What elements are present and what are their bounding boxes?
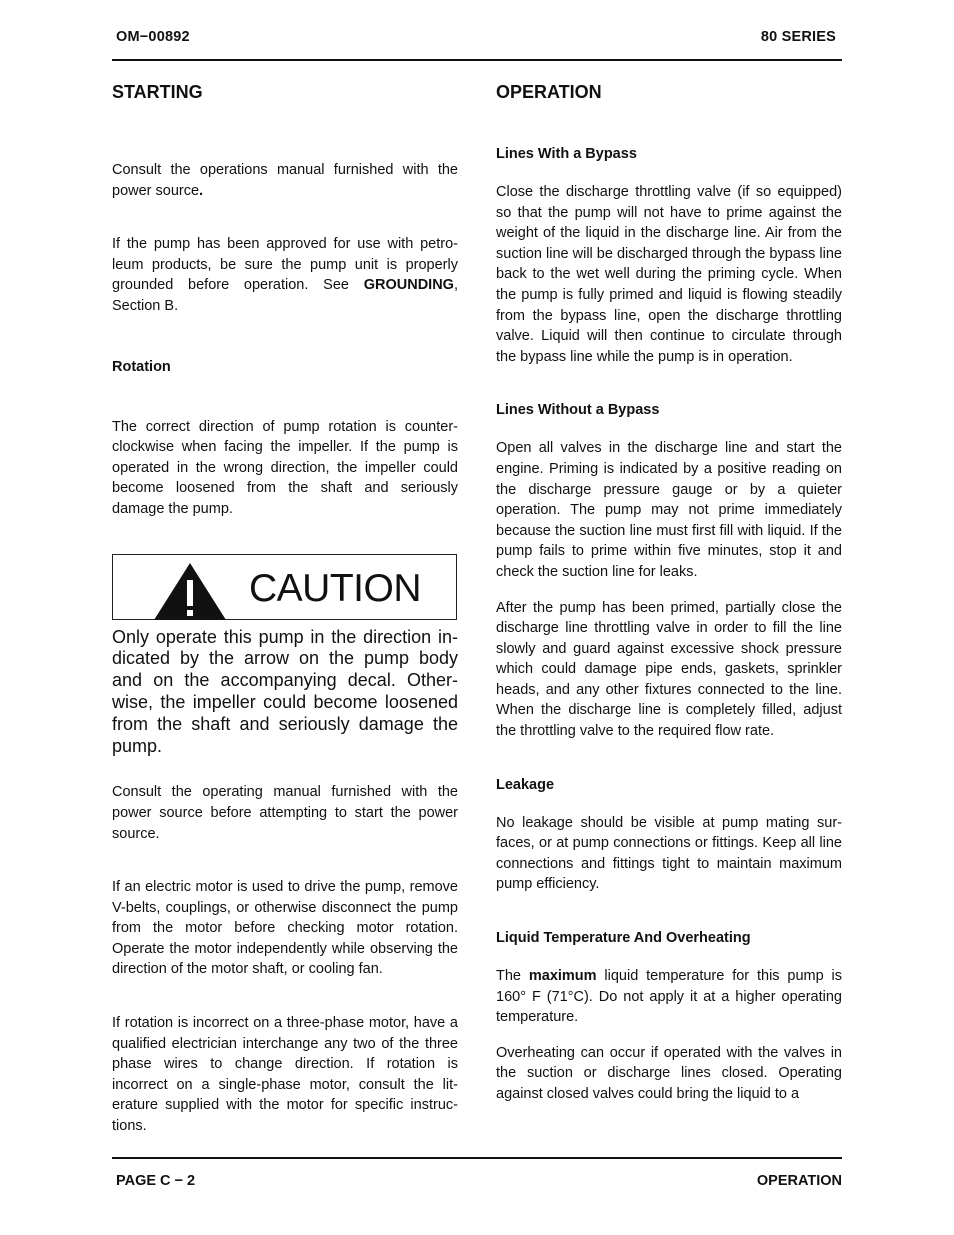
starting-paragraph-4: If an electric motor is used to drive the pump, remove V-belts, couplings, or otherwise disconnect the pump from the motor before checking motor rotation. Operate the motor independently while observing the direction of the motor shaft, or cooling fan. — [112, 879, 458, 978]
bypass-paragraph: Close the discharge throttling valve (if so equipped) so that the pump will not have to prime against the weight of the liquid in the discharge line. Air from the suction line will be discharged through the bypass line back to the wet well during the priming cycle. When the pump is fully primed and liquid is flowing steadily from the bypass line, open the discharge throttling valve. Liquid will then continue to circulate through the bypass line while the pump is in operation. — [496, 184, 842, 365]
warning-triangle-icon — [153, 561, 227, 621]
starting-heading: STARTING — [112, 82, 203, 102]
caution-label: CAUTION — [249, 566, 421, 610]
temperature-heading: Liquid Temperature And Overheating — [496, 930, 751, 947]
footer-rule — [112, 1157, 842, 1159]
page-number: PAGE C − 2 — [116, 1173, 196, 1189]
starting-paragraph-1: Consult the operations manual furnished with the power source. — [112, 162, 458, 199]
series-label: 80 SERIES — [760, 29, 836, 45]
header-rule — [112, 59, 842, 61]
document-code: OM−00892 — [116, 29, 190, 45]
no-bypass-paragraph-1: Open all valves in the discharge line and start the engine. Priming is indicated by a positive reading on the discharge pressure gauge or by a quieter operation. The pump may not prime immediately because the suction line must first fill with liquid. If the pump fails to prime within five minutes, stop it and check the suction line for leaks. — [496, 440, 842, 580]
bypass-heading: Lines With a Bypass — [496, 146, 637, 162]
section-label: OPERATION — [756, 1173, 842, 1189]
temperature-paragraph-2: Overheating can occur if operated with the valves in the suction or discharge lines closed. Operating against closed valves could bring the liquid to a — [496, 1044, 842, 1102]
rotation-paragraph: The correct direction of pump rotation is counterclockwise when facing the impeller. If the pump is operated in the wrong direction, the impeller could become loosened from the shaft and seriously damage the pump. — [112, 418, 458, 517]
left-column — [112, 80, 458, 1137]
no-bypass-heading: Lines Without a Bypass — [496, 402, 660, 419]
caution-message: Only operate this pump in the direction indicated by the arrow on the pump body and on the accompanying decal. Otherwise, the impeller could become loosened from the shaft and seriously damage the pump. — [112, 626, 458, 756]
temperature-paragraph-1: The maximum liquid temperature for this pump is 160° F (71°C). Do not apply it at a higher operating temperature. — [496, 968, 843, 1026]
starting-paragraph-5: If rotation is incorrect on a three-phase motor, have a qualified electrician interchange any two of the three phase wires to change direction. If rotation is incorrect on a single-phase motor, consult the literature supplied with the motor for specific instructions. — [112, 1015, 458, 1135]
leakage-heading: Leakage — [496, 776, 555, 793]
operation-heading: OPERATION — [496, 82, 602, 102]
caution-banner — [112, 554, 457, 620]
right-column — [496, 80, 842, 1105]
no-bypass-paragraph-2: After the pump has been primed, partially close the discharge line throttling valve in order to fill the line slowly and guard against excessive shock pressure which could damage pipe ends, gaskets, sprinkler heads, and any other fixtures connected to the line. When the discharge line is completely filled, adjust the throttling valve to the required flow rate. — [496, 599, 842, 740]
leakage-paragraph: No leakage should be visible at pump mating surfaces, or at pump connections or fittings. Keep all line connections and fittings tight to maintain maximum pump efficiency. — [496, 814, 842, 893]
starting-paragraph-3: Consult the operating manual furnished with the power source before attempting to start the power source. — [112, 784, 458, 842]
rotation-heading: Rotation — [112, 358, 171, 375]
starting-paragraph-2: If the pump has been approved for use with petroleum products, be sure the pump unit is properly grounded before operation. See GROUNDING, Section B. — [112, 236, 458, 314]
